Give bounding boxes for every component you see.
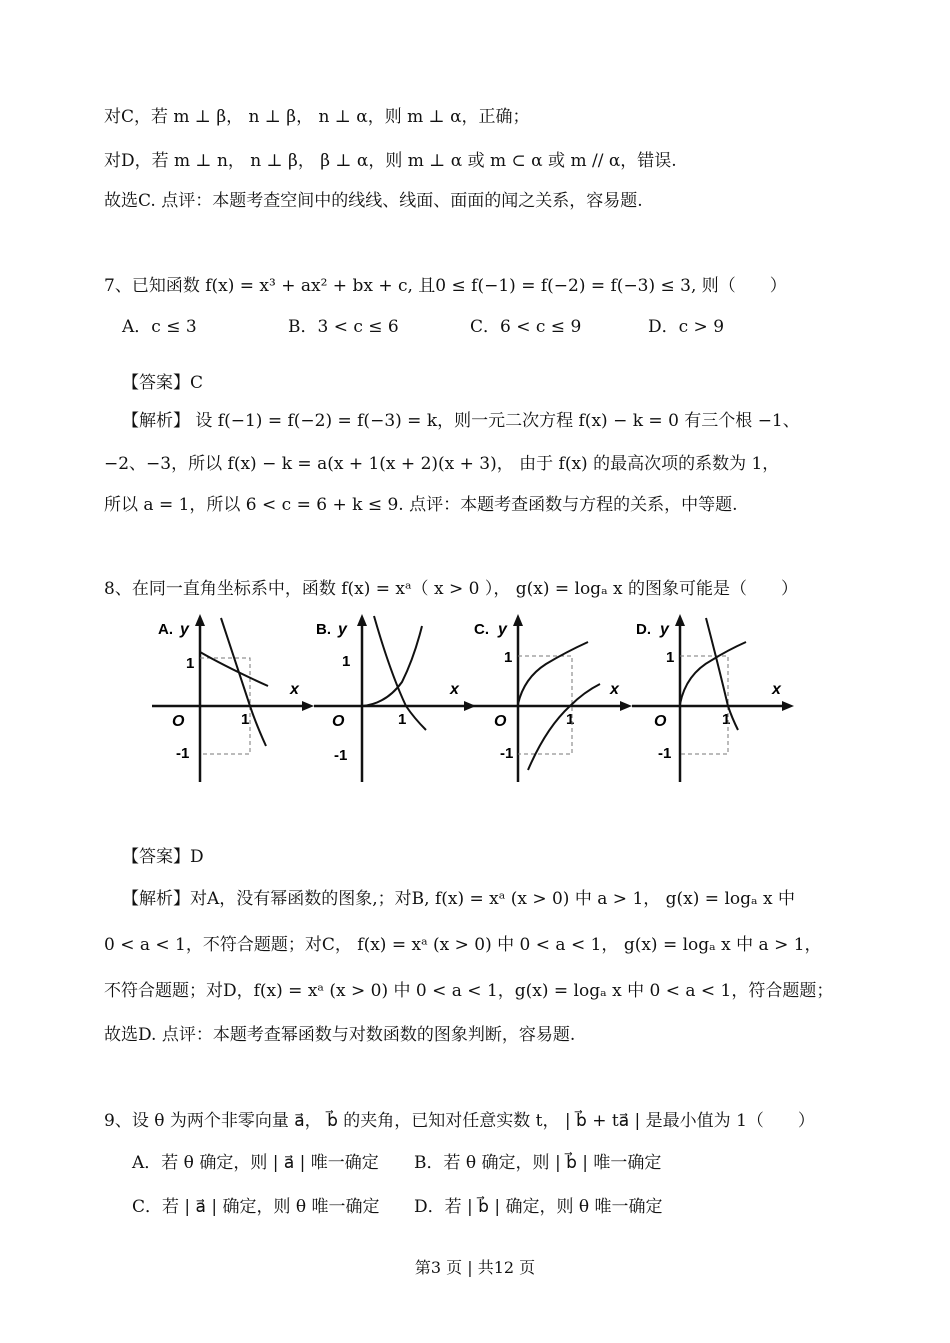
graph-b-y-label: y bbox=[338, 621, 347, 638]
graph-a-one-x: 1 bbox=[241, 711, 250, 728]
graph-a-origin: O bbox=[172, 713, 185, 730]
graph-a-label: A. bbox=[158, 621, 173, 638]
q8-analysis-line-4: 故选D. 点评：本题考查幂函数与对数函数的图象判断，容易题. bbox=[104, 1025, 576, 1045]
q8-answer: 【答案】D bbox=[122, 847, 204, 867]
graph-c-one-y: 1 bbox=[504, 649, 513, 666]
q8-graph-b bbox=[310, 612, 480, 787]
q9-option-d: D．若 | b⃗ | 确定，则 θ 唯一确定 bbox=[414, 1197, 663, 1217]
prev-solution-c-line: 对C，若 m ⊥ β， n ⊥ β， n ⊥ α，则 m ⊥ α，正确； bbox=[104, 107, 530, 127]
q8-analysis-line-2: 0 < a < 1，不符合题题；对C， f(x) = xᵃ (x > 0) 中 0 < a < 1， g(x) = logₐ x 中 a > 1， bbox=[104, 935, 822, 955]
graph-b-label: B. bbox=[316, 621, 331, 638]
q7-option-d: D．c > 9 bbox=[648, 317, 725, 337]
graph-d-one-x: 1 bbox=[722, 711, 731, 728]
q8-graph-c bbox=[466, 612, 636, 787]
graph-d-x-label: x bbox=[772, 681, 781, 698]
graph-c-one-x: 1 bbox=[566, 711, 575, 728]
graph-c-y-label: y bbox=[498, 621, 507, 638]
q8-graph-a bbox=[148, 612, 318, 787]
q8-graph-d bbox=[628, 612, 798, 787]
graph-a-neg-one: -1 bbox=[176, 745, 190, 762]
q9-stem: 9、设 θ 为两个非零向量 a⃗， b⃗ 的夹角，已知对任意实数 t， | b⃗ + ta⃗ | 是最小值为 1（ ） bbox=[104, 1111, 815, 1131]
graph-d-neg-one: -1 bbox=[658, 745, 672, 762]
graph-d-one-y: 1 bbox=[666, 649, 675, 666]
q7-answer: 【答案】C bbox=[122, 373, 204, 393]
q7-analysis-line-1: 【解析】 设 f(−1) = f(−2) = f(−3) = k，则一元二次方程 f(x) − k = 0 有三个根 −1、 bbox=[122, 411, 800, 431]
q7-stem: 7、已知函数 f(x) = x³ + ax² + bx + c, 且0 ≤ f(−1) = f(−2) = f(−3) ≤ 3, 则（ ） bbox=[104, 276, 787, 296]
q7-analysis-line-3: 所以 a = 1，所以 6 < c = 6 + k ≤ 9. 点评：本题考查函数与方程的关系，中等题. bbox=[104, 495, 738, 515]
q8-analysis-line-3: 不符合题题；对D，f(x) = xᵃ (x > 0) 中 0 < a < 1，g(x) = logₐ x 中 0 < a < 1，符合题题； bbox=[104, 981, 834, 1001]
q8-analysis-line-1: 【解析】对A，没有幂函数的图象,；对B, f(x) = xᵃ (x > 0) 中 a > 1， g(x) = logₐ x 中 bbox=[122, 889, 795, 909]
q9-option-c: C．若 | a⃗ | 确定，则 θ 唯一确定 bbox=[132, 1197, 380, 1217]
graph-d-label: D. bbox=[636, 621, 651, 638]
graph-b-one-x: 1 bbox=[398, 711, 407, 728]
graph-a-one-y: 1 bbox=[186, 655, 195, 672]
graph-c-neg-one: -1 bbox=[500, 745, 514, 762]
graph-c-x-label: x bbox=[610, 681, 619, 698]
q9-option-b: B．若 θ 确定，则 | b⃗ | 唯一确定 bbox=[414, 1153, 662, 1173]
graph-a-x-label: x bbox=[290, 681, 299, 698]
q7-analysis-line-2: −2、−3，所以 f(x) − k = a(x + 1(x + 2)(x + 3)， 由于 f(x) 的最高次项的系数为 1， bbox=[104, 454, 780, 474]
graph-b-origin: O bbox=[332, 713, 345, 730]
graph-c-label: C. bbox=[474, 621, 489, 638]
page-footer: 第3 页 | 共12 页 bbox=[414, 1258, 536, 1277]
graph-d-y-label: y bbox=[660, 621, 669, 638]
graph-c-origin: O bbox=[494, 713, 507, 730]
graph-b-neg-one: -1 bbox=[334, 747, 348, 764]
graph-b-x-label: x bbox=[450, 681, 459, 698]
q8-stem: 8、在同一直角坐标系中，函数 f(x) = xᵃ（ x > 0 ）， g(x) = logₐ x 的图象可能是（ ） bbox=[104, 579, 799, 599]
q7-option-c: C．6 < c ≤ 9 bbox=[470, 317, 582, 337]
q9-option-a: A．若 θ 确定，则 | a⃗ | 唯一确定 bbox=[132, 1153, 379, 1173]
graph-b-one-y: 1 bbox=[342, 653, 351, 670]
prev-solution-d-line: 对D，若 m ⊥ n， n ⊥ β， β ⊥ α，则 m ⊥ α 或 m ⊂ α 或 m // α，错误. bbox=[104, 151, 677, 171]
q7-option-b: B．3 < c ≤ 6 bbox=[288, 317, 399, 337]
graph-a-y-label: y bbox=[180, 621, 189, 638]
prev-solution-conclusion: 故选C. 点评：本题考查空间中的线线、线面、面面的闻之关系，容易题. bbox=[104, 191, 643, 211]
graph-d-origin: O bbox=[654, 713, 667, 730]
q7-option-a: A．c ≤ 3 bbox=[122, 317, 197, 337]
